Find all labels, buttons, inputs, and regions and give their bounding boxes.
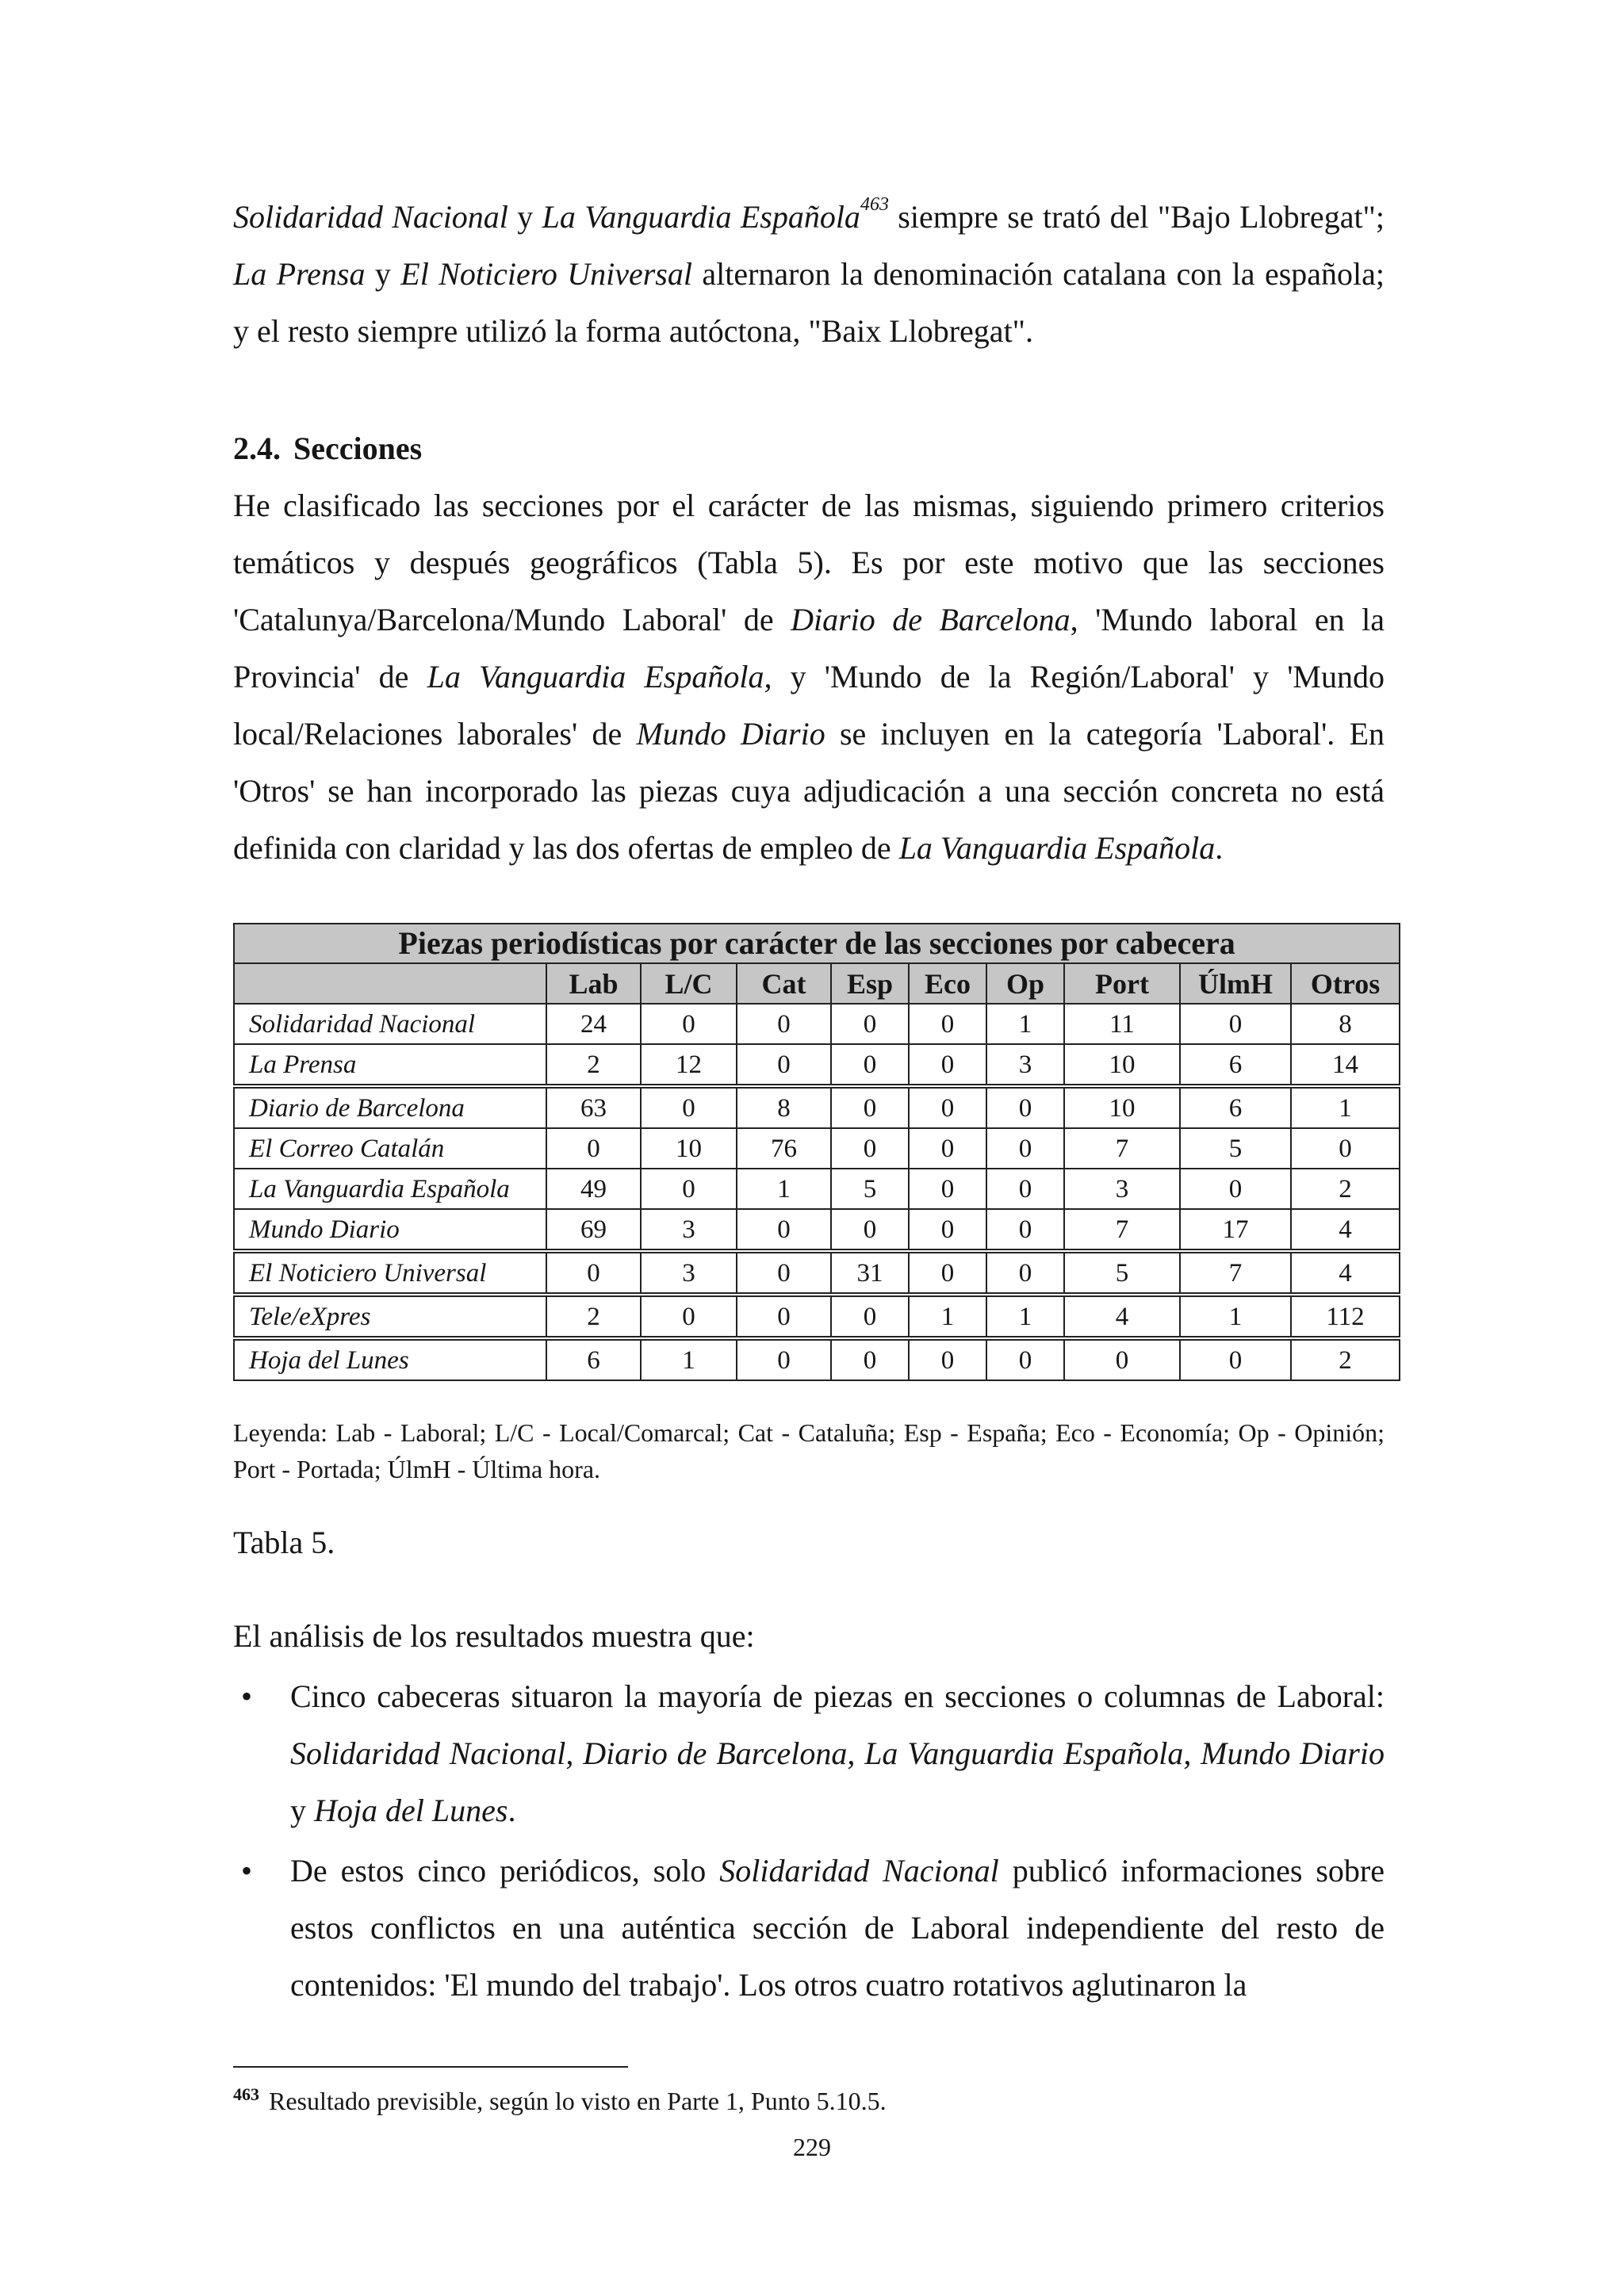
- table-row: [234, 1169, 1400, 1209]
- italic-title: La Vanguardia Española: [542, 199, 860, 235]
- table-cell: 17: [1180, 1209, 1291, 1251]
- table-cell: 3: [641, 1209, 737, 1251]
- table-cell: 5: [831, 1169, 909, 1209]
- table-row: [234, 1004, 1400, 1044]
- column-header: Eco: [909, 963, 986, 1004]
- paragraph-sections: He clasificado las secciones por el carácter de las mismas, siguiendo primero criterios temáticos y después geográficos (Tabla 5). Es por este motivo que las secciones 'Catalunya/Barcelona/Mundo Laboral' de Diario de Barcelona, 'Mundo laboral en la Provincia' de La Vanguardia Española, y 'Mundo de la Región/Laboral' y 'Mundo local/Relaciones laborales' de Mundo Diario se incluyen en la categoría 'Laboral'. En 'Otros' se han incorporado las piezas cuya adjudicación a una sección concreta no está definida con claridad y las dos ofertas de empleo de La Vanguardia Española.: [233, 488, 1385, 866]
- row-label: La Vanguardia Española: [234, 1169, 546, 1209]
- table-cell: 31: [831, 1251, 909, 1295]
- table-cell: 112: [1291, 1295, 1400, 1338]
- row-label: El Correo Catalán: [234, 1128, 546, 1169]
- table-cell: 0: [909, 1128, 986, 1169]
- table-cell: 69: [546, 1209, 641, 1251]
- table-cell: 14: [1291, 1044, 1400, 1086]
- table-cell: 1: [1180, 1295, 1291, 1338]
- table-cell: 0: [737, 1338, 831, 1380]
- table-cell: 0: [831, 1209, 909, 1251]
- table-cell: 0: [831, 1128, 909, 1169]
- table-cell: 0: [986, 1338, 1064, 1380]
- table-cell: 0: [546, 1128, 641, 1169]
- paragraph-intro: Solidaridad Nacional y La Vanguardia Española$^{463}$ siempre se trató del "Bajo Llobregat"; La Prensa y El Noticiero Universal alternaron la denominación catalana con la española; y el resto siempre utilizó la forma autóctona, "Baix Llobregat".: [233, 194, 1385, 349]
- table-cell: 0: [737, 1044, 831, 1086]
- table-cell: 8: [737, 1086, 831, 1128]
- table-cell: 0: [737, 1004, 831, 1044]
- page-content: [233, 189, 1385, 2017]
- table-cell: 0: [909, 1251, 986, 1295]
- table-header-empty: [234, 963, 546, 1004]
- italic-title: El Noticiero Universal: [400, 256, 692, 292]
- column-header: Op: [986, 963, 1064, 1004]
- section-number: 2.4.: [233, 430, 281, 466]
- table-cell: 0: [1180, 1004, 1291, 1044]
- table-cell: 3: [641, 1251, 737, 1295]
- column-header: Cat: [737, 963, 831, 1004]
- table-cell: 0: [737, 1295, 831, 1338]
- table-title: Piezas periodísticas por carácter de las secciones por cabecera: [234, 924, 1400, 963]
- table-cell: 6: [1180, 1044, 1291, 1086]
- table-cell: 0: [1180, 1338, 1291, 1380]
- table-cell: 1: [641, 1338, 737, 1380]
- table-cell: 10: [1064, 1086, 1180, 1128]
- table-cell: 0: [909, 1086, 986, 1128]
- table-cell: 1: [986, 1004, 1064, 1044]
- table-cell: 0: [986, 1251, 1064, 1295]
- column-header: Esp: [831, 963, 909, 1004]
- table-header-row: [234, 963, 1400, 1004]
- table-cell: 0: [737, 1209, 831, 1251]
- row-label: Solidaridad Nacional: [234, 1004, 546, 1044]
- table-row: [234, 1128, 1400, 1169]
- table-row: [234, 1086, 1400, 1128]
- table-cell: 8: [1291, 1004, 1400, 1044]
- table-cell: 12: [641, 1044, 737, 1086]
- table-row: [234, 1295, 1400, 1338]
- footnote-mark: 463: [233, 2084, 259, 2104]
- table-cell: 0: [831, 1044, 909, 1086]
- table-cell: 0: [909, 1044, 986, 1086]
- table-cell: 3: [986, 1044, 1064, 1086]
- table-cell: 0: [909, 1338, 986, 1380]
- table-caption: Tabla 5.: [233, 1525, 335, 1560]
- section-title: Secciones: [293, 430, 423, 466]
- footnote-ref[interactable]: 463: [860, 194, 889, 215]
- list-item: • Cinco cabeceras situaron la mayoría de piezas en secciones o columnas de Laboral: Solidaridad Nacional, Diario de Barcelona, La Vanguardia Española, Mundo Diario y Hoja del Lunes.: [233, 1668, 1385, 1839]
- footnote: [233, 2084, 1385, 2118]
- results-intro: El análisis de los resultados muestra que:: [233, 1618, 755, 1654]
- table-cell: 5: [1180, 1128, 1291, 1169]
- table-cell: 0: [986, 1209, 1064, 1251]
- table-cell: 4: [1291, 1251, 1400, 1295]
- table-cell: 0: [1064, 1338, 1180, 1380]
- table-cell: 0: [641, 1295, 737, 1338]
- table-cell: 0: [986, 1169, 1064, 1209]
- table-row: [234, 1251, 1400, 1295]
- table-container: [233, 923, 1385, 1381]
- table-cell: 24: [546, 1004, 641, 1044]
- table-cell: 0: [546, 1251, 641, 1295]
- table-cell: 0: [1180, 1169, 1291, 1209]
- table-cell: 7: [1180, 1251, 1291, 1295]
- table-cell: 0: [909, 1169, 986, 1209]
- table-cell: 1: [909, 1295, 986, 1338]
- column-header: L/C: [641, 963, 737, 1004]
- table-cell: 5: [1064, 1251, 1180, 1295]
- table-cell: 0: [831, 1086, 909, 1128]
- table-cell: 7: [1064, 1128, 1180, 1169]
- table-cell: 11: [1064, 1004, 1180, 1044]
- table-cell: 0: [641, 1169, 737, 1209]
- table-cell: 3: [1064, 1169, 1180, 1209]
- table-cell: 0: [831, 1338, 909, 1380]
- column-header: ÚlmH: [1180, 963, 1291, 1004]
- row-label: Diario de Barcelona: [234, 1086, 546, 1128]
- table-cell: 0: [831, 1295, 909, 1338]
- row-label: Tele/eXpres: [234, 1295, 546, 1338]
- row-label: El Noticiero Universal: [234, 1251, 546, 1295]
- table-cell: 10: [1064, 1044, 1180, 1086]
- table-cell: 0: [831, 1004, 909, 1044]
- row-label: Mundo Diario: [234, 1209, 546, 1251]
- table-row: [234, 1044, 1400, 1086]
- table-cell: 0: [986, 1086, 1064, 1128]
- table-cell: 0: [737, 1251, 831, 1295]
- table-cell: 4: [1064, 1295, 1180, 1338]
- table-cell: 2: [546, 1044, 641, 1086]
- list-item: • De estos cinco periódicos, solo Solidaridad Nacional publicó informaciones sobre estos conflictos en una auténtica sección de Laboral independiente del resto de contenidos: 'El mundo del trabajo'. Los otros cuatro rotativos aglutinaron la: [233, 1843, 1385, 2014]
- column-header: Port: [1064, 963, 1180, 1004]
- table-row: [234, 1338, 1400, 1380]
- table-cell: 49: [546, 1169, 641, 1209]
- table-cell: 10: [641, 1128, 737, 1169]
- page-number: 229: [793, 2133, 831, 2161]
- table-cell: 76: [737, 1128, 831, 1169]
- bullet-icon: •: [241, 1678, 253, 1714]
- table-cell: 2: [1291, 1169, 1400, 1209]
- section-heading: [233, 420, 1385, 477]
- column-header: Lab: [546, 963, 641, 1004]
- bullet-icon: •: [241, 1853, 253, 1888]
- table-cell: 7: [1064, 1209, 1180, 1251]
- table-cell: 63: [546, 1086, 641, 1128]
- table-cell: 0: [986, 1128, 1064, 1169]
- table-cell: 4: [1291, 1209, 1400, 1251]
- table-cell: 2: [1291, 1338, 1400, 1380]
- footnote-divider: [233, 2066, 628, 2068]
- italic-title: Solidaridad Nacional: [233, 199, 508, 235]
- table-cell: 1: [1291, 1086, 1400, 1128]
- table-cell: 1: [986, 1295, 1064, 1338]
- table-legend: Leyenda: Lab - Laboral; L/C - Local/Comarcal; Cat - Cataluña; Esp - España; Eco - Economía; Op - Opinión; Port - Portada; ÚlmH - Última hora.: [233, 1418, 1385, 1483]
- table-cell: 0: [641, 1086, 737, 1128]
- table-cell: 1: [737, 1169, 831, 1209]
- table-cell: 0: [909, 1004, 986, 1044]
- table-cell: 6: [546, 1338, 641, 1380]
- table-cell: 2: [546, 1295, 641, 1338]
- table-row: [234, 1209, 1400, 1251]
- column-header: Otros: [1291, 963, 1400, 1004]
- results-list: [233, 1668, 1385, 2014]
- table-cell: 0: [909, 1209, 986, 1251]
- footnote-text: Resultado previsible, según lo visto en Parte 1, Punto 5.10.5.: [262, 2087, 887, 2115]
- italic-title: La Prensa: [233, 256, 366, 292]
- table-cell: 0: [1291, 1128, 1400, 1169]
- table-cell: 0: [641, 1004, 737, 1044]
- table-cell: 6: [1180, 1086, 1291, 1128]
- row-label: Hoja del Lunes: [234, 1338, 546, 1380]
- row-label: La Prensa: [234, 1044, 546, 1086]
- sections-table: [233, 923, 1400, 1381]
